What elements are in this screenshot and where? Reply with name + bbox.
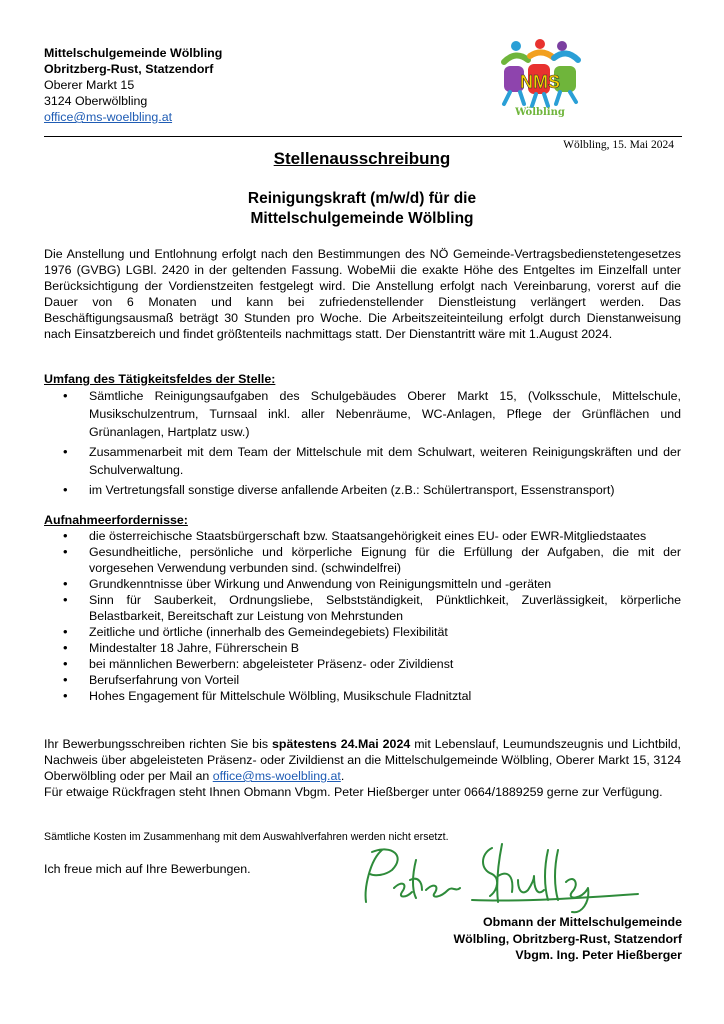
duties-list — [44, 387, 681, 501]
job-subtitle-line-1: Reinigungskraft (m/w/d) für die — [247, 190, 477, 207]
greeting: Ich freue mich auf Ihre Bewerbungen. — [44, 862, 251, 876]
apply-email-link[interactable]: office@ms-woelbling.at — [212, 769, 341, 783]
list-item: • Berufserfahrung von Vorteil — [44, 672, 681, 688]
sender-address — [44, 45, 222, 125]
signoff-line-2: Wölbling, Obritzberg-Rust, Statzendorf — [453, 931, 682, 946]
list-item: • die österreichische Staatsbürgerschaft bzw. Staatsangehörigkeit eines EU- oder EWR-Mitgliedstaates — [44, 528, 681, 544]
logo-letters: NMS — [520, 72, 560, 92]
sender-street: Oberer Markt 15 — [44, 78, 135, 92]
list-item: • Mindestalter 18 Jahre, Führerschein B — [44, 640, 681, 656]
job-subtitle — [0, 189, 724, 229]
job-subtitle-line-2: Mittelschulgemeinde Wölbling — [250, 210, 474, 227]
list-item: • Sinn für Sauberkeit, Ordnungsliebe, Selbstständigkeit, Pünktlichkeit, Zuverlässigkeit, körperliche Belastbarkeit, Bereitschaft zur Leistung von Mehrstunden — [44, 592, 681, 624]
costs-note: Sämtliche Kosten im Zusammenhang mit dem Auswahlverfahren werden nicht ersetzt. — [44, 831, 449, 843]
letter-date: Wölbling, 15. Mai 2024 — [563, 139, 674, 151]
intro-paragraph — [44, 246, 681, 342]
list-item: • Zusammenarbeit mit dem Team der Mittelschule mit dem Schulwart, weiteren Reinigungskräften und der Schulverwaltung. — [44, 443, 681, 479]
intro-text: Die Anstellung und Entlohnung erfolgt nach den Bestimmungen des NÖ Gemeinde-Vertragsbedienstetengesetzes 1976 (GVBG) LGBl. 2420 in der geltenden Fassung. WobeMii die exakte Höhe des Entgeltes im Einzelfall unter Berücksichtigung der Vordienstzeiten festgelegt wird. Die Anstellung erfolgt nach Vereinbarung, vorerst auf die Dauer von 6 Monaten und kann bei zufriedenstellender Dienstleistung verlängert werden. Das Beschäftigungsausmaß beträgt 30 Stunden pro Woche. Die Arbeitszeiteinteilung erfolgt durch Dienstanweisung nach Einsatzbereich und findet größtenteils nachmittags statt. Der Dienstantritt wäre mit 1.August 2024. — [44, 247, 681, 341]
sender-email-link[interactable]: office@ms-woelbling.at — [44, 110, 173, 124]
contact-text: Für etwaige Rückfragen steht Ihnen Obmann Vbgm. Peter Hießberger unter 0664/1889259 gerne zur Verfügung. — [44, 785, 663, 799]
signoff-block — [453, 914, 682, 964]
apply-text-1: Ihr Bewerbungsschreiben richten Sie bis — [44, 737, 273, 751]
sender-org-2: Obritzberg-Rust, Statzendorf — [44, 62, 214, 76]
list-item: • Grundkenntnisse über Wirkung und Anwendung von Reinigungsmitteln und -geräten — [44, 576, 681, 592]
school-logo — [496, 36, 584, 118]
requirements-heading: Aufnahmeerfordernisse: — [44, 513, 188, 527]
signoff-line-3: Vbgm. Ing. Peter Hießberger — [515, 948, 682, 962]
apply-deadline: spätestens 24.Mai 2024 — [272, 737, 411, 751]
list-item: • im Vertretungsfall sonstige diverse anfallende Arbeiten (z.B.: Schülertransport, Essenstransport) — [44, 481, 681, 499]
requirements-list — [44, 528, 681, 704]
list-item: • bei männlichen Bewerbern: abgeleisteter Präsenz- oder Zivildienst — [44, 656, 681, 672]
page-title: Stellenausschreibung — [273, 149, 451, 168]
apply-text-3: . — [340, 769, 345, 783]
apply-text-2: mit Lebenslauf, Leumundszeugnis und Lichtbild, Nachweis über abgeleisteten Präsenz- oder Zivildienst an die Mittelschulgemeinde Wölbling, Oberer Markt 15, 3124 Oberwölbling oder per Mail an — [44, 737, 681, 783]
logo-caption: Wölbling — [515, 107, 565, 118]
duties-heading: Umfang des Tätigkeitsfeldes der Stelle: — [44, 372, 276, 386]
sender-org: Mittelschulgemeinde Wölbling — [44, 46, 223, 60]
list-item: • Hohes Engagement für Mittelschule Wölbling, Musikschule Fladnitztal — [44, 688, 681, 704]
signoff-line-1: Obmann der Mittelschulgemeinde — [483, 915, 682, 929]
list-item: • Zeitliche und örtliche (innerhalb des Gemeindegebiets) Flexibilität — [44, 624, 681, 640]
list-item: • Gesundheitliche, persönliche und körperliche Eignung für die Erfüllung der Aufgaben, die mit der vorgesehen Verwendung verbunden sind. (schwindelfrei) — [44, 544, 681, 576]
handwritten-signature — [352, 840, 642, 920]
application-paragraph — [44, 736, 681, 800]
sender-city: 3124 Oberwölbling — [44, 94, 148, 108]
list-item: • Sämtliche Reinigungsaufgaben des Schulgebäudes Oberer Markt 15, (Volksschule, Mittelschule, Musikschulzentrum, Turnsaal inkl. aller Nebenräume, WC-Anlagen, Pflege der Grünflächen und Grünanlagen, Hartplatz usw.) — [44, 387, 681, 441]
